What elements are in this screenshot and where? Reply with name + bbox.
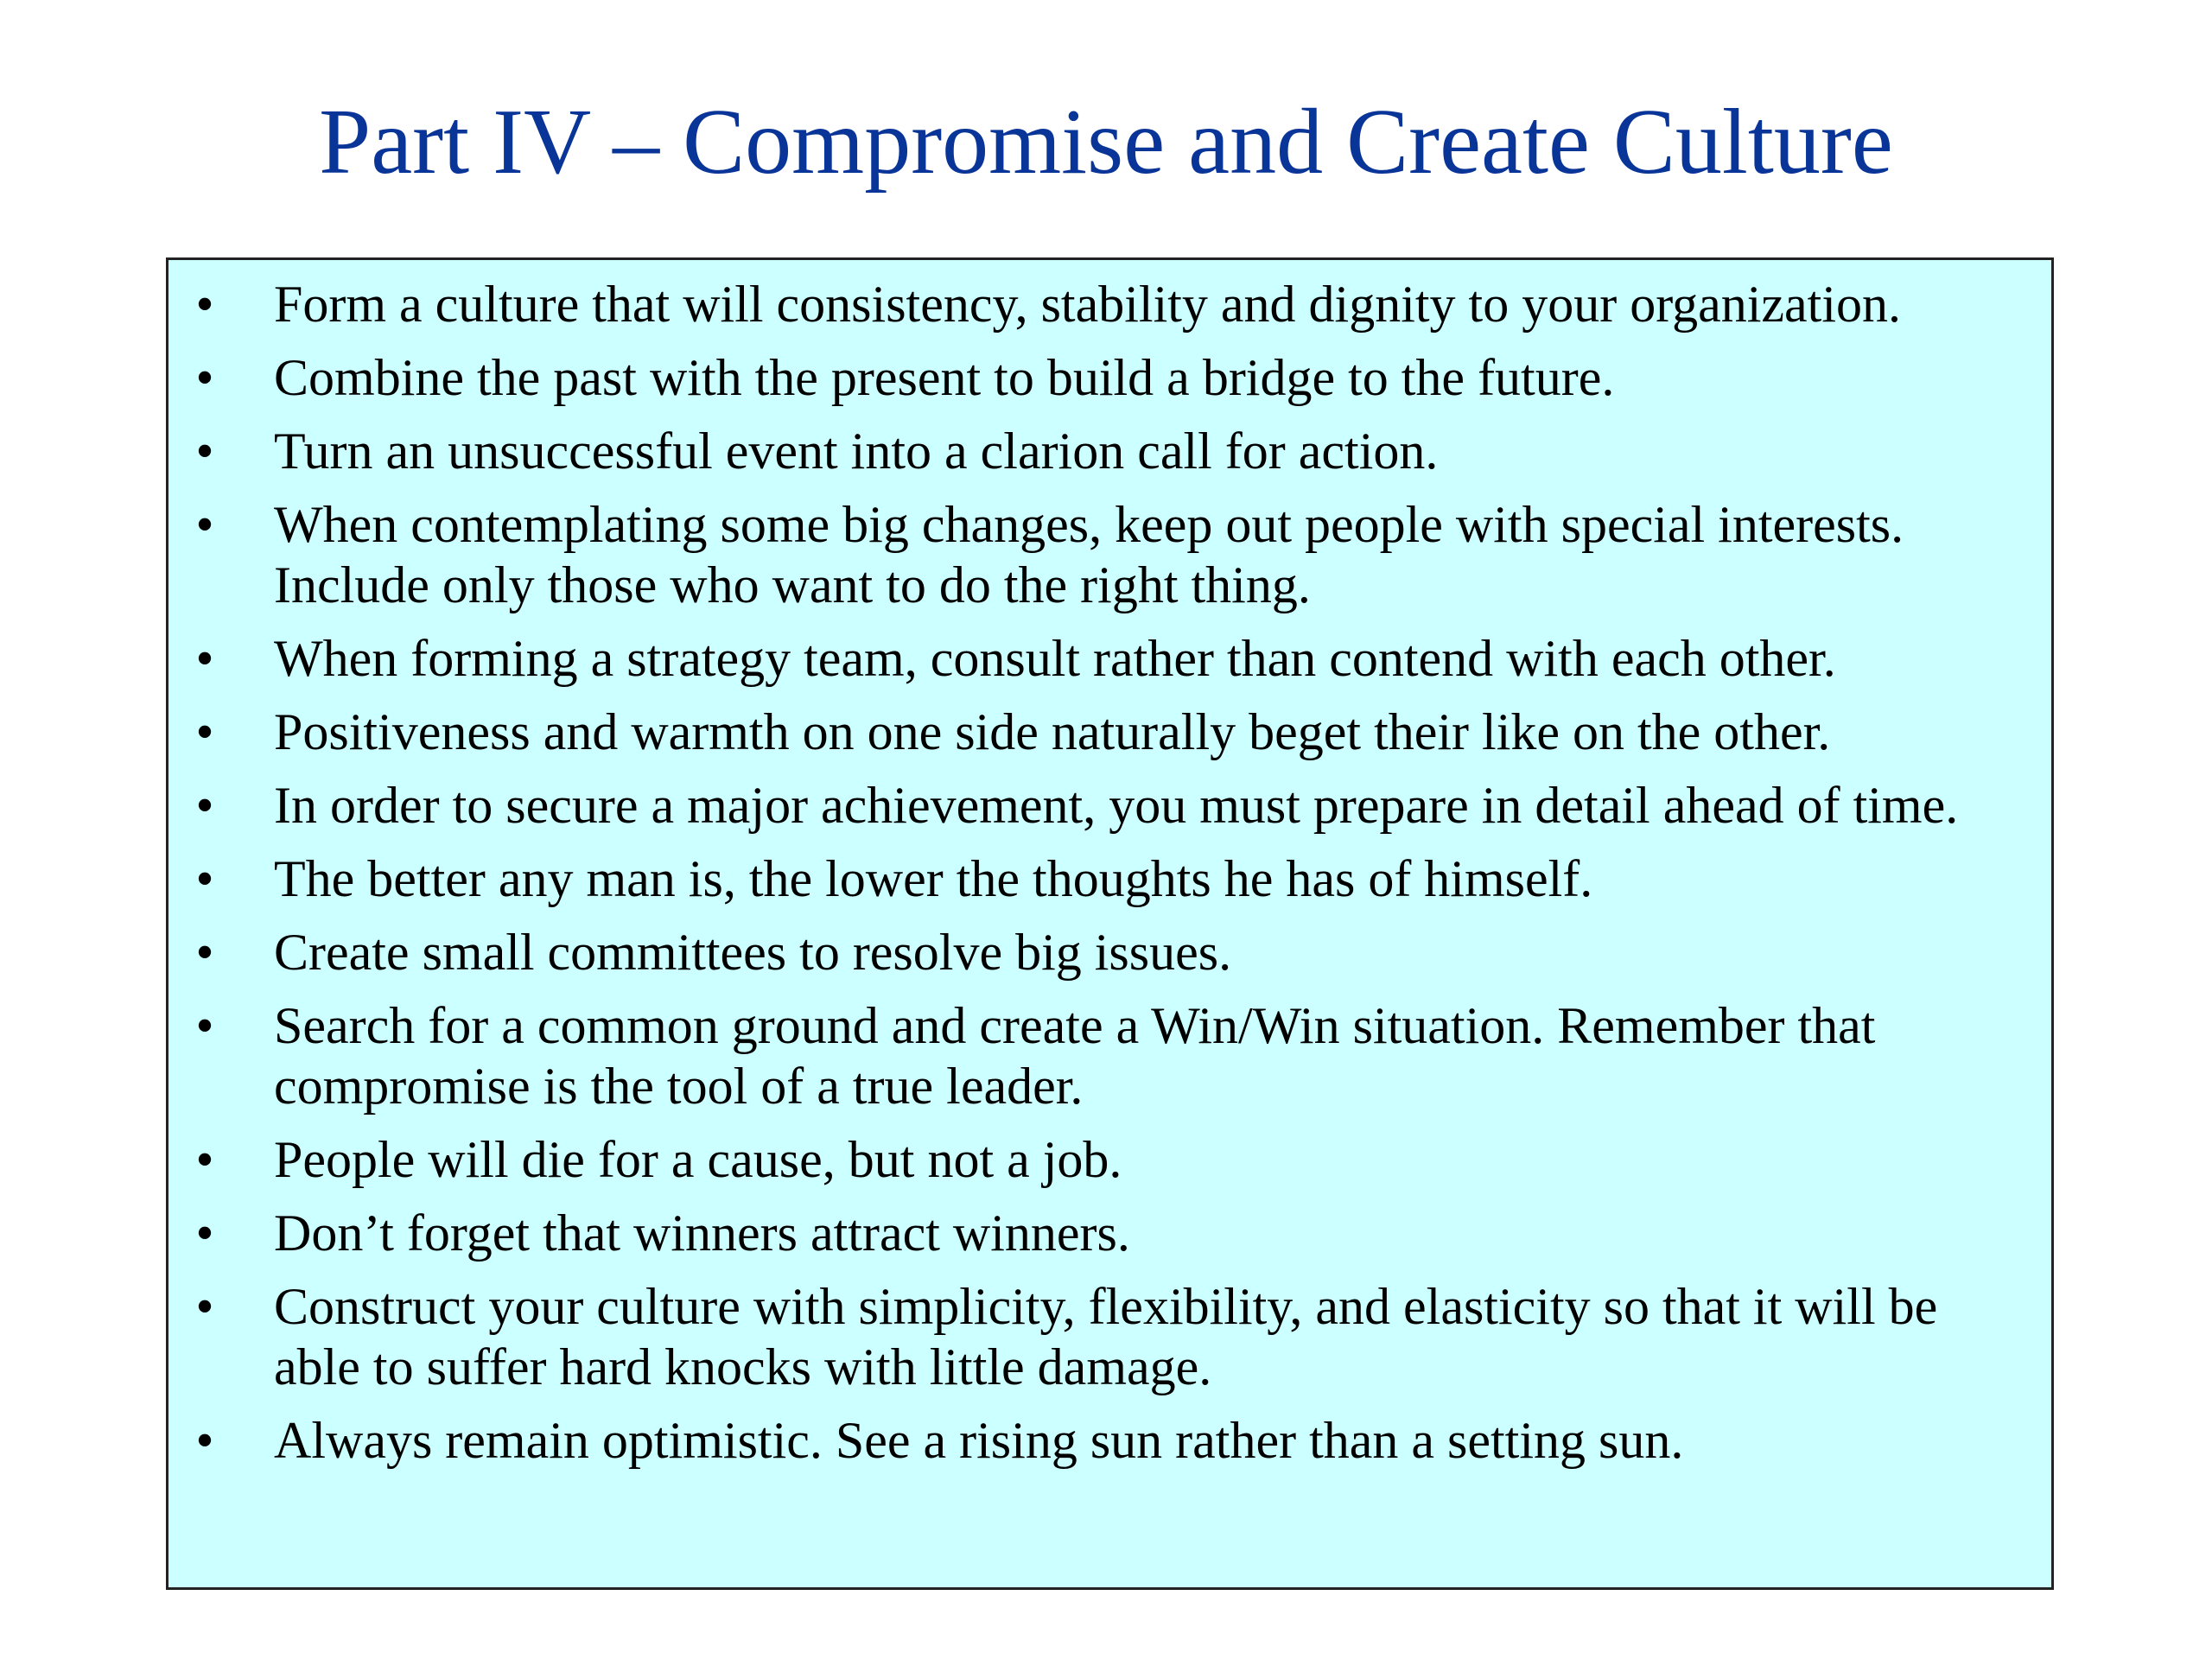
bullet-text: Combine the past with the present to build a bridge to the future. xyxy=(274,349,1615,406)
bullet-text: When forming a strategy team, consult rather than contend with each other. xyxy=(274,630,1836,687)
slide-title: Part IV – Compromise and Create Culture xyxy=(319,91,1893,194)
list-item xyxy=(168,849,2051,909)
bullet-list xyxy=(168,260,2051,1471)
bullet-icon: • xyxy=(195,850,214,907)
bullet-icon: • xyxy=(195,1278,214,1335)
bullet-icon: • xyxy=(195,630,214,687)
content-box xyxy=(166,257,2054,1590)
bullet-text: Create small committees to resolve big issues. xyxy=(274,924,1232,981)
bullet-icon: • xyxy=(195,349,214,406)
bullet-text: Positiveness and warmth on one side naturally beget their like on the other. xyxy=(274,703,1831,760)
list-item xyxy=(168,995,2051,1116)
list-item xyxy=(168,702,2051,762)
bullet-text: When contemplating some big changes, keep out people with special interests. Include only those who want to do the right thing. xyxy=(274,496,1904,613)
bullet-icon: • xyxy=(195,496,214,553)
bullet-icon: • xyxy=(195,703,214,760)
list-item xyxy=(168,628,2051,689)
bullet-icon: • xyxy=(195,997,214,1054)
list-item xyxy=(168,1410,2051,1471)
list-item xyxy=(168,274,2051,334)
bullet-icon: • xyxy=(195,276,214,333)
list-item xyxy=(168,347,2051,408)
list-item xyxy=(168,421,2051,481)
list-item xyxy=(168,1203,2051,1263)
list-item xyxy=(168,1276,2051,1397)
bullet-text: People will die for a cause, but not a job. xyxy=(274,1131,1122,1188)
bullet-text: Form a culture that will consistency, stability and dignity to your organization. xyxy=(274,276,1901,333)
bullet-text: Don’t forget that winners attract winners. xyxy=(274,1205,1130,1262)
bullet-text: The better any man is, the lower the thoughts he has of himself. xyxy=(274,850,1593,907)
bullet-text: In order to secure a major achievement, you must prepare in detail ahead of time. xyxy=(274,777,1959,834)
bullet-icon: • xyxy=(195,924,214,981)
bullet-icon: • xyxy=(195,423,214,480)
list-item xyxy=(168,922,2051,982)
bullet-text: Search for a common ground and create a Win/Win situation. Remember that compromise is the tool of a true leader. xyxy=(274,997,1876,1115)
bullet-text: Construct your culture with simplicity, flexibility, and elasticity so that it will be able to suffer hard knocks with little damage. xyxy=(274,1278,1938,1395)
bullet-icon: • xyxy=(195,1205,214,1262)
bullet-text: Always remain optimistic. See a rising sun rather than a setting sun. xyxy=(274,1412,1684,1469)
list-item xyxy=(168,1129,2051,1190)
list-item xyxy=(168,775,2051,836)
bullet-text: Turn an unsuccessful event into a clarion call for action. xyxy=(274,423,1439,480)
bullet-icon: • xyxy=(195,1131,214,1188)
list-item xyxy=(168,494,2051,615)
bullet-icon: • xyxy=(195,777,214,834)
bullet-icon: • xyxy=(195,1412,214,1469)
